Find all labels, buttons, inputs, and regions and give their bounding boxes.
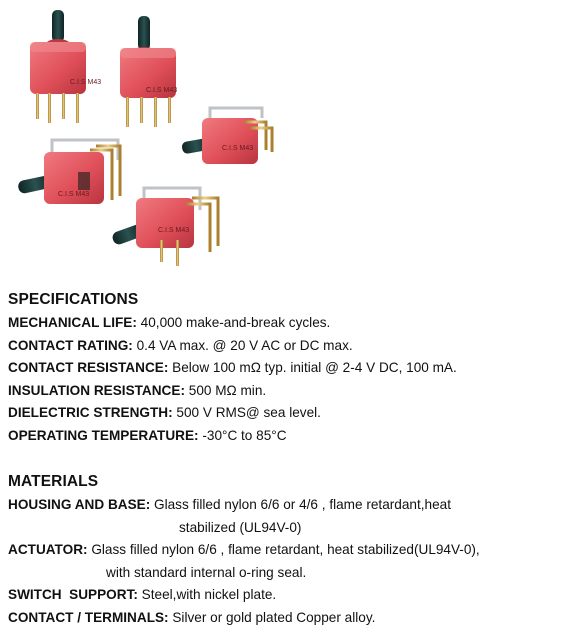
spec-label: MECHANICAL LIFE: (8, 315, 137, 330)
spec-value: 40,000 make-and-break cycles. (136, 315, 331, 330)
spec-label: DIELECTRIC STRENGTH: (8, 405, 173, 420)
spec-dielectric-strength (8, 402, 560, 425)
toggle-switch-2 (120, 16, 177, 127)
material-label: SWITCH SUPPORT: (8, 587, 138, 602)
svg-text:C.I.S M43: C.I.S M43 (58, 191, 90, 198)
product-photo (0, 0, 564, 285)
spec-operating-temperature (8, 425, 560, 448)
svg-text:C.I.S M43: C.I.S M43 (70, 79, 102, 86)
spec-insulation-resistance (8, 380, 560, 403)
material-value: Silver or gold plated Copper alloy. (168, 609, 376, 625)
spec-contact-rating (8, 335, 560, 358)
spec-label: OPERATING TEMPERATURE: (8, 427, 199, 443)
spec-value: 500 V RMS@ sea level. (172, 405, 321, 420)
material-label: ACTUATOR: (8, 542, 88, 557)
toggle-switch-3 (181, 108, 272, 164)
spec-label: CONTACT RESISTANCE: (8, 360, 169, 375)
spec-value: 500 MΩ min. (184, 382, 267, 398)
material-switch-support (8, 584, 560, 607)
spec-value: -30°C to 85°C (198, 427, 287, 443)
material-value: Steel,with nickel plate. (137, 587, 277, 602)
spec-value: 0.4 VA max. @ 20 V AC or DC max. (132, 337, 353, 353)
materials-title: MATERIALS (8, 473, 99, 490)
material-value: Glass filled nylon 6/6 or 4/6 , flame retardant,heat (150, 497, 451, 512)
materials-section (8, 473, 560, 629)
spec-contact-resistance (8, 357, 560, 380)
spec-label: INSULATION RESISTANCE: (8, 382, 185, 398)
spec-mechanical-life (8, 312, 560, 335)
toggle-switch-1 (30, 10, 101, 123)
spec-label: CONTACT RATING: (8, 337, 133, 353)
material-label: HOUSING AND BASE: (8, 497, 151, 512)
material-value-continuation: with standard internal o-ring seal. (106, 564, 307, 580)
svg-text:C.I.S M43: C.I.S M43 (146, 87, 178, 94)
svg-text:C.I.S M43: C.I.S M43 (158, 227, 190, 234)
material-value-continuation: stabilized (UL94V-0) (179, 519, 302, 535)
specifications-section (8, 291, 560, 447)
svg-text:C.I.S M43: C.I.S M43 (222, 145, 254, 152)
material-label: CONTACT / TERMINALS: (8, 609, 169, 625)
material-value: Glass filled nylon 6/6 , flame retardant, heat stabilized(UL94V-0), (87, 542, 480, 557)
toggle-switch-4 (17, 140, 120, 204)
toggle-switch-5 (111, 188, 218, 266)
material-housing-base (8, 494, 560, 539)
specifications-title: SPECIFICATIONS (8, 291, 139, 308)
spec-value: Below 100 mΩ typ. initial @ 2-4 V DC, 100 mA. (168, 360, 457, 375)
material-contact-terminals (8, 607, 560, 630)
material-actuator (8, 539, 560, 584)
